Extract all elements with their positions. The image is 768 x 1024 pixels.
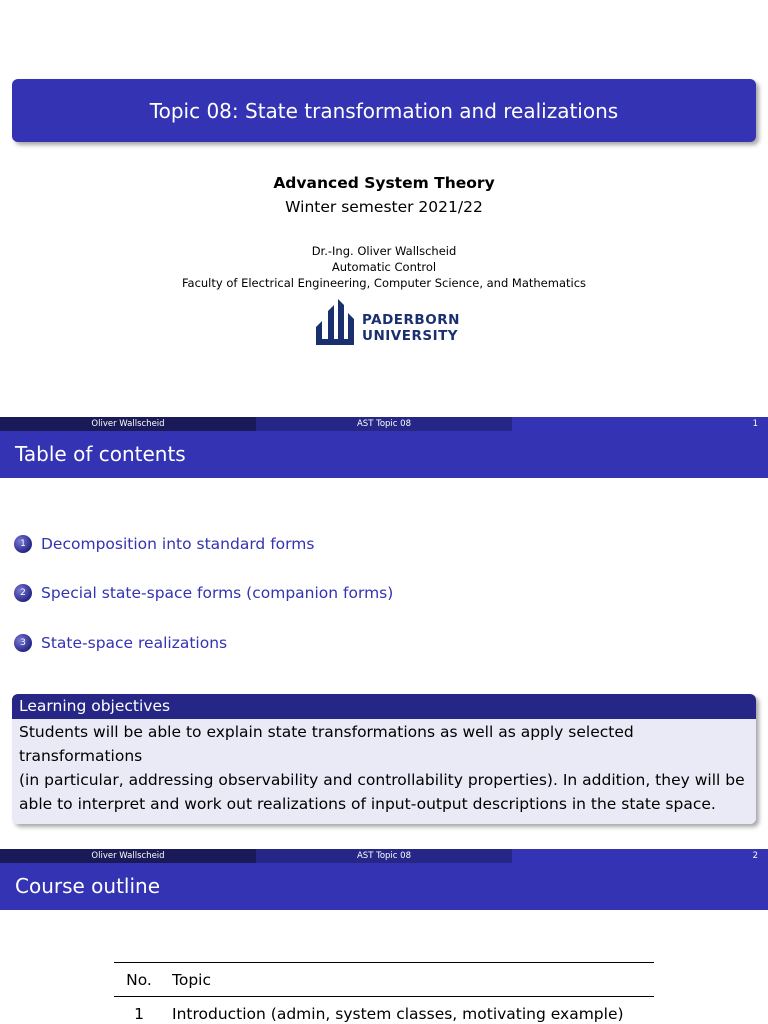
footer-topic: AST Topic 08 <box>256 417 512 431</box>
toc-item[interactable] <box>14 584 393 602</box>
footer-slide-2 <box>0 849 768 863</box>
block-line: Students will be able to explain state transformations as well as apply selected transformations <box>19 723 634 765</box>
outline-frame-title: Course outline <box>0 863 768 910</box>
footer-topic: AST Topic 08 <box>256 849 512 863</box>
toc-item[interactable] <box>14 535 314 553</box>
toc-item-label: Decomposition into standard forms <box>41 535 315 553</box>
footer-page-number: 1 <box>512 417 768 431</box>
logo-text-line2: UNIVERSITY <box>362 328 459 344</box>
table-header-row <box>114 963 654 996</box>
toc-item-label: Special state-space forms (companion forms) <box>41 584 394 602</box>
toc-item-label: State-space realizations <box>41 634 228 652</box>
footer-slide-1 <box>0 417 768 431</box>
toc-item[interactable] <box>14 634 227 652</box>
toc-number-bullet: 1 <box>14 535 32 553</box>
slide-title: Topic 08: State transformation and realizations <box>149 98 619 123</box>
footer-page-number: 2 <box>512 849 768 863</box>
row-no: 1 <box>134 1004 144 1023</box>
author: Dr.-Ing. Oliver Wallscheid <box>311 244 457 258</box>
block-line: (in particular, addressing observability and controllability properties). In addition, they will be <box>19 771 745 789</box>
toc-number-bullet: 3 <box>14 634 32 652</box>
department: Automatic Control <box>331 260 437 274</box>
footer-author: Oliver Wallscheid <box>0 849 256 863</box>
row-topic: Introduction (admin, system classes, motivating example) <box>172 1004 624 1023</box>
semester: Winter semester 2021/22 <box>285 198 483 216</box>
toc-number-bullet: 2 <box>14 584 32 602</box>
faculty: Faculty of Electrical Engineering, Computer Science, and Mathematics <box>181 276 587 290</box>
learning-objectives-block <box>12 694 756 824</box>
table-row <box>114 997 654 1024</box>
paderborn-university-logo-icon <box>314 297 360 347</box>
logo-text-line1: PADERBORN <box>362 312 460 328</box>
header-no: No. <box>126 970 152 989</box>
header-topic: Topic <box>172 970 211 989</box>
block-body <box>12 719 756 824</box>
footer-author: Oliver Wallscheid <box>0 417 256 431</box>
block-title: Learning objectives <box>12 694 756 719</box>
title-slide-banner <box>12 79 756 142</box>
toc-frame-title: Table of contents <box>0 431 768 478</box>
university-logo <box>314 297 460 347</box>
course-outline-table <box>114 962 654 1024</box>
block-line: able to interpret and work out realizations of input-output descriptions in the state space. <box>19 795 716 813</box>
course-name: Advanced System Theory <box>273 174 495 192</box>
